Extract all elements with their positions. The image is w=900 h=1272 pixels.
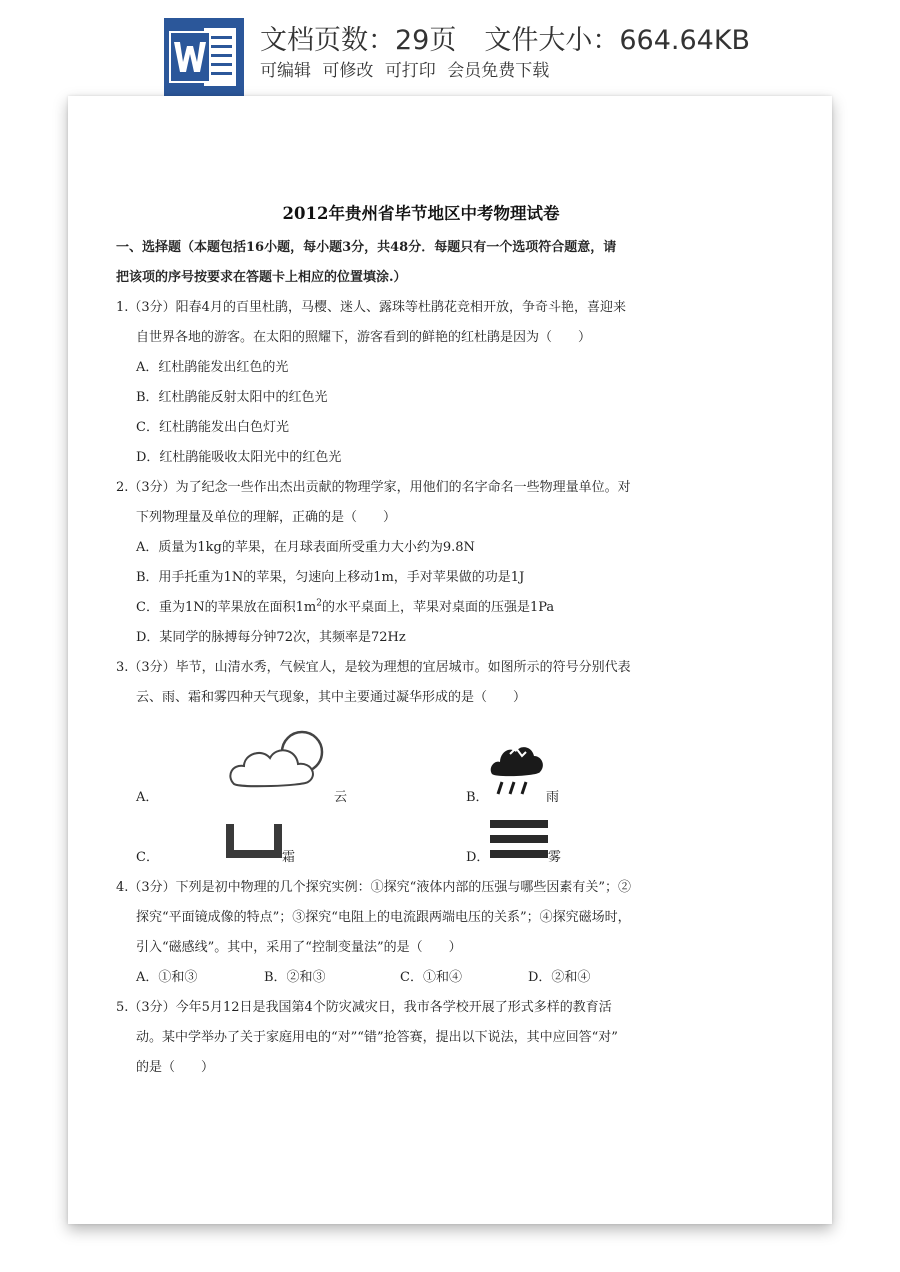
word-document-icon: [164, 18, 244, 96]
q1-option-d: D．红杜鹃能吸收太阳光中的红色光: [136, 450, 342, 465]
q2-option-d: D．某同学的脉搏每分钟72次，其频率是72Hz: [136, 630, 406, 645]
q1-option-b: B．红杜鹃能反射太阳中的红色光: [136, 390, 328, 405]
q2-stem-line2: 下列物理量及单位的理解，正确的是（ ）: [136, 510, 397, 525]
download-header: [0, 0, 900, 100]
feature-printable: 可打印: [384, 61, 436, 81]
q2-stem-line1: 2.（3分）为了纪念一些作出杰出贡献的物理学家，用他们的名字命名一些物理量单位。对: [116, 480, 631, 495]
file-size: 文件大小：664.64KB: [484, 25, 751, 56]
rain-icon: [488, 740, 546, 798]
feature-list: [260, 56, 555, 81]
file-info: [260, 18, 750, 57]
feature-member-download: 会员免费下载: [447, 61, 550, 81]
q1-option-c: C．红杜鹃能发出白色灯光: [136, 420, 289, 435]
q4-stem-line2: 探究“平面镜成像的特点”；③探究“电阻上的电流跟两端电压的关系”；④探究磁场时，: [136, 910, 631, 925]
section-header-line1: 一、选择题（本题包括16小题，每小题3分，共48分．每题只有一个选项符合题意，请: [116, 240, 617, 255]
q4-option-a: A．①和③: [136, 970, 198, 985]
q3-option-a-label: A．: [136, 790, 159, 805]
q4-stem-line3: 引入“磁感线”。其中，采用了“控制变量法”的是（ ）: [136, 940, 462, 955]
feature-editable: 可编辑: [260, 61, 311, 81]
q3-option-b-word: 雨: [546, 790, 560, 805]
q4-stem-line1: 4.（3分）下列是初中物理的几个探究实例：①探究“液体内部的压强与哪些因素有关”；②: [116, 880, 631, 895]
q3-option-a-word: 云: [334, 790, 348, 805]
section-header-line2: 把该项的序号按要求在答题卡上相应的位置填涂.）: [116, 270, 407, 285]
q2-option-c-superscript: 2: [316, 598, 322, 609]
q4-option-d: D．②和④: [528, 970, 591, 985]
q5-stem-line1: 5.（3分）今年5月12日是我国第4个防灾减灾日，我市各学校开展了形式多样的教育活: [116, 1000, 612, 1015]
q2-option-a: A．质量为1kg的苹果，在月球表面所受重力大小约为9.8N: [136, 540, 475, 555]
q2-option-c-text-end: 的水平桌面上，苹果对桌面的压强是1Pa: [321, 600, 555, 615]
q4-option-c: C．①和④: [400, 970, 462, 985]
q2-option-c-text: C．重为1N的苹果放在面积1m: [136, 600, 317, 615]
q3-stem-line1: 3.（3分）毕节，山清水秀，气候宜人，是较为理想的宜居城市。如图所示的符号分别代表: [116, 660, 631, 675]
q3-stem-line2: 云、雨、霜和雾四种天气现象，其中主要通过凝华形成的是（ ）: [136, 690, 527, 705]
q3-option-c-word: 霜: [282, 850, 296, 865]
q2-option-c: [136, 596, 554, 615]
page-count: 文档页数：29页: [260, 25, 457, 56]
cloud-icon: [228, 728, 328, 790]
q1-option-a: A．红杜鹃能发出红色的光: [136, 360, 289, 375]
page-title: 2012年贵州省毕节地区中考物理试卷: [282, 204, 560, 223]
frost-icon: [224, 822, 284, 860]
q5-stem-line3: 的是（ ）: [136, 1060, 215, 1075]
q1-stem-line2: 自世界各地的游客。在太阳的照耀下，游客看到的鲜艳的红杜鹃是因为（ ）: [136, 330, 592, 345]
q3-option-c-label: C．: [136, 850, 159, 865]
q3-option-b-label: B．: [466, 790, 489, 805]
q3-option-d-word: 雾: [548, 850, 562, 865]
q2-option-b: B．用手托重为1N的苹果，匀速向上移动1m，手对苹果做的功是1J: [136, 570, 525, 585]
q5-stem-line2: 动。某中学举办了关于家庭用电的“对”“错”抢答赛，提出以下说法，其中应回答“对”: [136, 1030, 618, 1045]
feature-modifiable: 可修改: [322, 61, 374, 81]
fog-icon: [488, 818, 550, 860]
q1-stem-line1: 1.（3分）阳春4月的百里杜鹃，马樱、迷人、露珠等杜鹃花竞相开放，争奇斗艳，喜迎来: [116, 300, 626, 315]
q4-option-b: B．②和③: [264, 970, 326, 985]
q3-option-d-label: D．: [466, 850, 490, 865]
